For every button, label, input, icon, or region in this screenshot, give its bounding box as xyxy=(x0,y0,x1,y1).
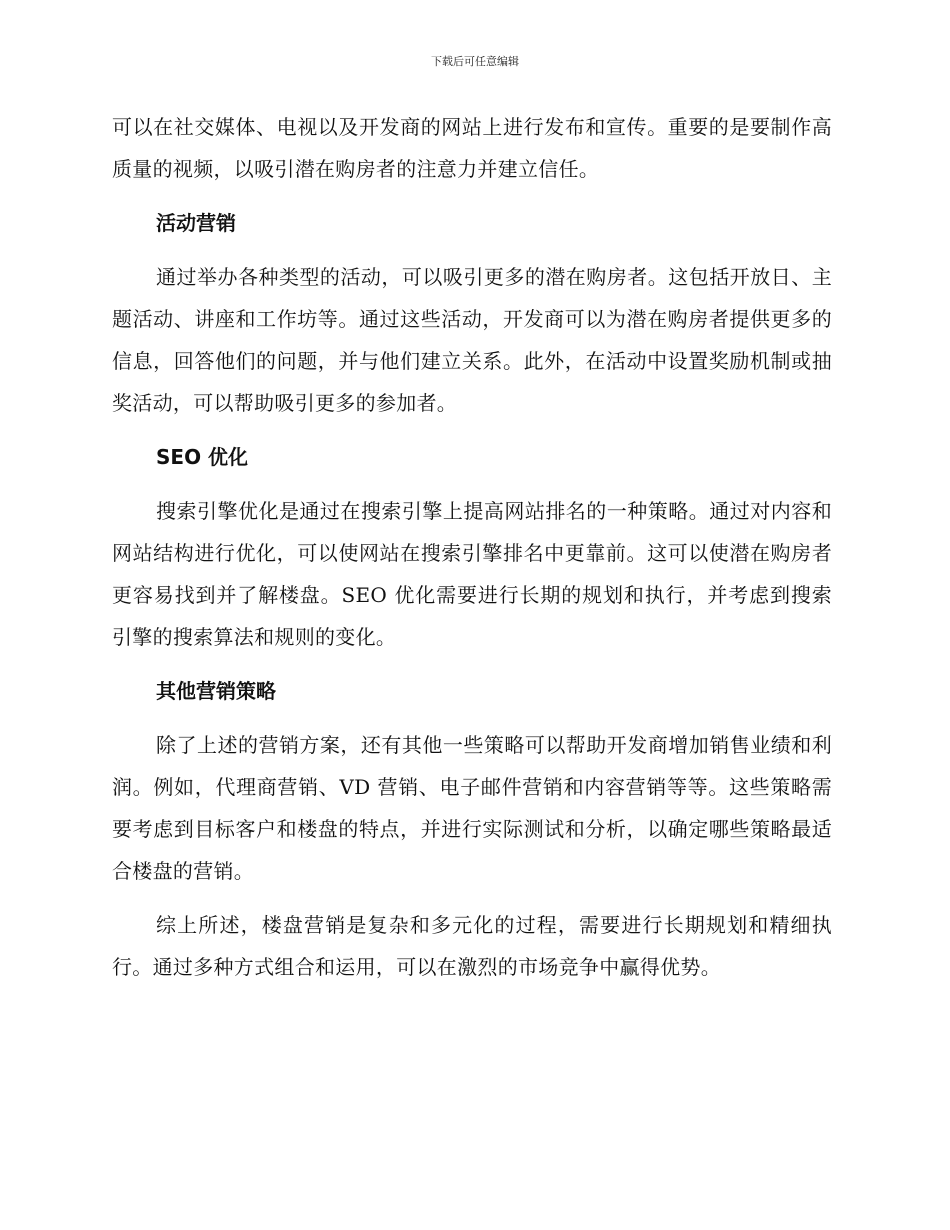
paragraph-other-strategies: 除了上述的营销方案，还有其他一些策略可以帮助开发商增加销售业绩和利润。例如，代理商营销、VD 营销、电子邮件营销和内容营销等等。这些策略需要考虑到目标客户和楼盘的特点，并进行实际测试和分析，以确定哪些策略最适合楼盘的营销。 xyxy=(112,733,832,883)
paragraph-seo: 搜索引擎优化是通过在搜索引擎上提高网站排名的一种策略。通过对内容和网站结构进行优化，可以使网站在搜索引擎排名中更靠前。这可以使潜在购房者更容易找到并了解楼盘。SEO 优化需要进行长期的规划和执行，并考虑到搜索引擎的搜索算法和规则的变化。 xyxy=(112,499,832,649)
paragraph-conclusion: 综上所述，楼盘营销是复杂和多元化的过程，需要进行长期规划和精细执行。通过多种方式组合和运用，可以在激烈的市场竞争中赢得优势。 xyxy=(112,913,832,979)
paragraph-event-marketing: 通过举办各种类型的活动，可以吸引更多的潜在购房者。这包括开放日、主题活动、讲座和工作坊等。通过这些活动，开发商可以为潜在购房者提供更多的信息，回答他们的问题，并与他们建立关系。此外，在活动中设置奖励机制或抽奖活动，可以帮助吸引更多的参加者。 xyxy=(112,265,832,415)
heading-seo: SEO 优化 xyxy=(156,445,249,469)
heading-event-marketing: 活动营销 xyxy=(156,211,236,235)
paragraph-video-marketing-continued: 可以在社交媒体、电视以及开发商的网站上进行发布和宣传。重要的是要制作高质量的视频，以吸引潜在购房者的注意力并建立信任。 xyxy=(112,115,832,181)
heading-other-strategies: 其他营销策略 xyxy=(156,679,276,703)
document-body xyxy=(112,106,832,988)
page-header: 下载后可任意编辑 xyxy=(431,55,519,68)
